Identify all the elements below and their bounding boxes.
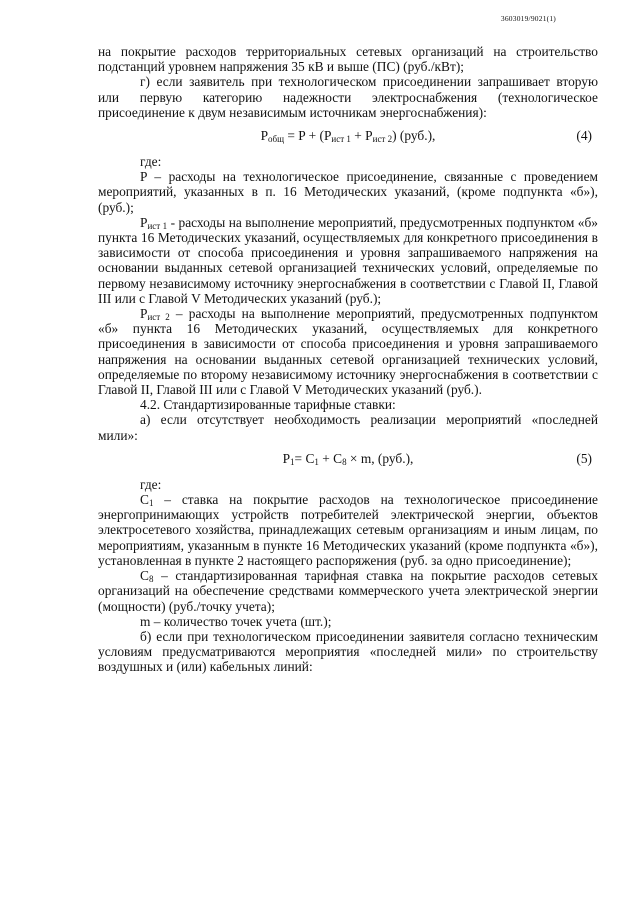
formula-4	[98, 128, 598, 145]
where-label-1: где:	[140, 154, 162, 170]
definition-c1: $C_1$ – ставка на покрытие расходов на технологическое присоединение энергопринимающих устройств потребителей электрической энергии, объектов электросетевого хозяйства, принадлежащих сетевым организациям и иным лицам, по мероприятиям, указанным в пункте 16 Методических указаний (кроме подпункта «б»), установленная в пункте 2 настоящего распоряжения (руб. за одно присоединение);	[98, 492, 598, 568]
document-body	[98, 44, 598, 675]
formula-5-number: (5)	[576, 450, 592, 466]
formula-5	[98, 451, 598, 468]
paragraph-b: б) если при технологическом присоединении заявителя согласно техническим условиям предусматриваются мероприятия «последней мили» по строительству воздушных и (или) кабельных линий:	[98, 628, 598, 675]
definition-p: P – расходы на технологическое присоединение, связанные с проведением мероприятий, указанных в п. 16 Методических указаний, (кроме подпункта «б»), (руб.);	[98, 169, 598, 215]
paragraph-g: г) если заявитель при технологическом присоединении запрашивает вторую или первую категорию надежности электроснабжения (технологическое присоединение к двум независимым источникам энергоснабжения):	[98, 74, 598, 120]
definition-p-ist-1: $P_{ист 1}$ - расходы на выполнение мероприятий, предусмотренных подпунктом «б» пункта 16 Методических указаний, осуществляемых для конкретного присоединения в зависимости от способа присоединения и уровня запрашиваемого напряжения на основании выданных сетевой организацией технических условий, определяемые по первому независимому источнику энергоснабжения в соответствии с Главой II, Главой III или с Главой V Методических указаний (руб.);	[98, 214, 598, 306]
paragraph-a: а) если отсутствует необходимость реализации мероприятий «последней мили»:	[98, 412, 598, 443]
paragraph-substations: на покрытие расходов территориальных сетевых организаций на строительство подстанций уровнем напряжения 35 кВ и выше (ПС) (руб./кВт);	[98, 44, 598, 75]
definition-c8: $C_8$ – стандартизированная тарифная ставка на покрытие расходов сетевых организаций на обеспечение средствами коммерческого учета электрической энергии (мощности) (руб./точку учета);	[98, 568, 598, 614]
section-4-2-heading: 4.2. Стандартизированные тарифные ставки:	[140, 397, 396, 413]
where-label-2: где:	[140, 476, 162, 492]
document-id: 3603019/9021(1)	[500, 14, 556, 23]
definition-m: m – количество точек учета (шт.);	[140, 613, 332, 629]
definition-p-ist-2: $P_{ист 2}$ – расходы на выполнение мероприятий, предусмотренных подпунктом «б» пункта 16 Методических указаний, осуществляемых для конкретного присоединения в зависимости от способа присоединения и уровня запрашиваемого напряжения на основании выданных сетевой организацией технических условий, определяемые по второму независимому источнику энергоснабжения в соответствии с Главой II, Главой III или с Главой V Методических указаний (руб.).	[98, 306, 598, 398]
formula-5-expression: $P_1= C_1 + C_8 \times m$, (руб.),	[282, 450, 414, 467]
formula-4-expression: $P_{общ} = P + (P_{ист 1} + P_{ист 2})$ (руб.),	[260, 128, 436, 145]
formula-4-number: (4)	[576, 128, 592, 144]
